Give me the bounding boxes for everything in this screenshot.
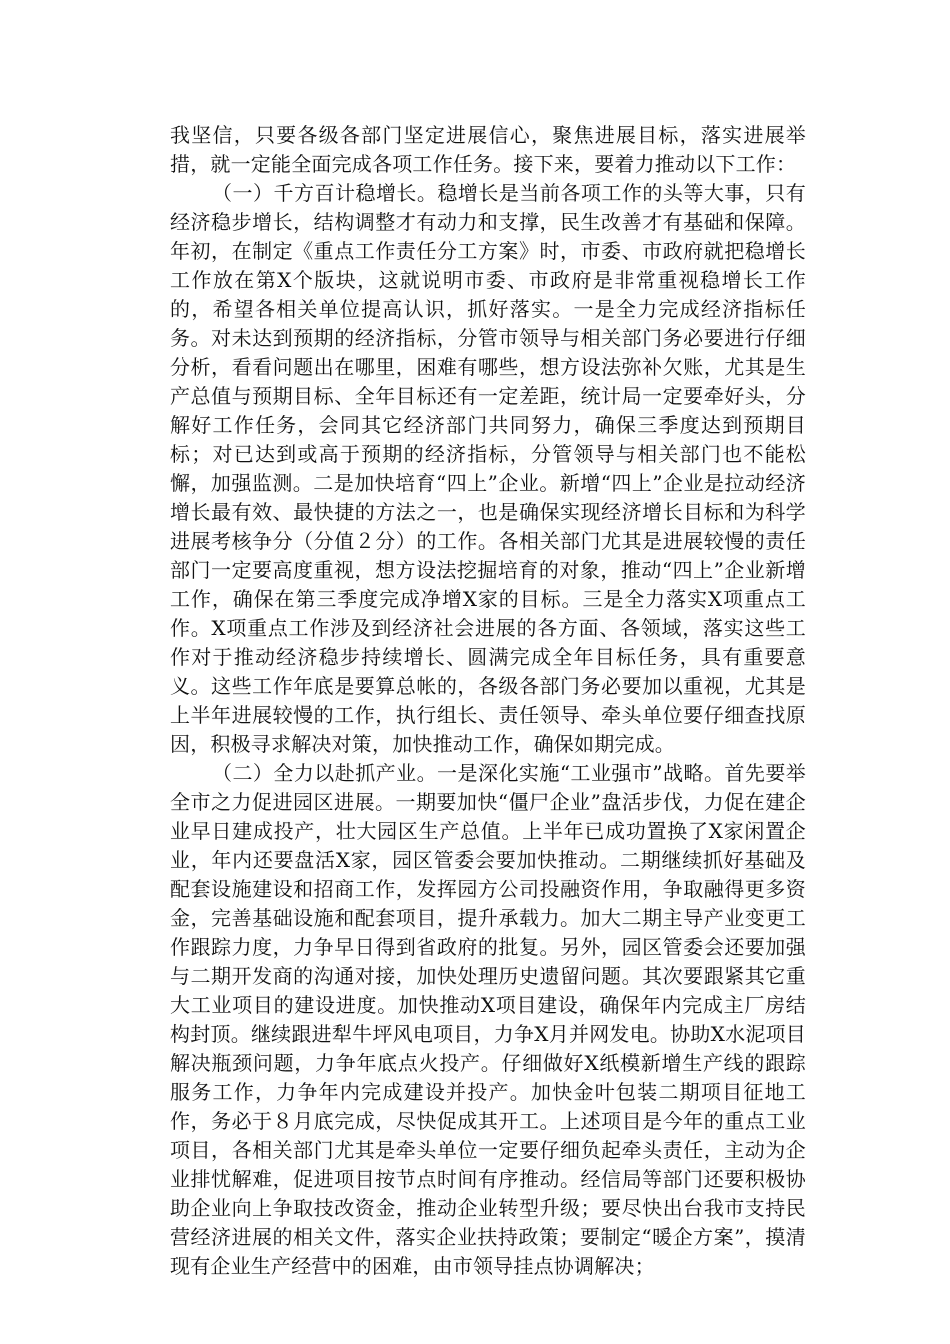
document-body bbox=[170, 121, 806, 1281]
paragraph-section-1: （一）千方百计稳增长。稳增长是当前各项工作的头等大事，只有经济稳步增长，结构调整才有动力和支撑，民生改善才有基础和保障。年初，在制定《重点工作责任分工方案》时，市委、市政府就把稳增长工作放在第X个版块，这就说明市委、市政府是非常重视稳增长工作的，希望各相关单位提高认识，抓好落实。一是全力完成经济指标任务。对未达到预期的经济指标，分管市领导与相关部门务必要进行仔细分析，看看问题出在哪里，困难有哪些，想方设法弥补欠账，尤其是生产总值与预期目标、全年目标还有一定差距，统计局一定要牵好头，分解好工作任务，会同其它经济部门共同努力，确保三季度达到预期目标；对已达到或高于预期的经济指标，分管领导与相关部门也不能松懈，加强监测。二是加快培育“四上”企业。新增“四上”企业是拉动经济增长最有效、最快捷的方法之一，也是确保实现经济增长目标和为科学进展考核争分（分值２分）的工作。各相关部门尤其是进展较慢的责任部门一定要高度重视，想方设法挖掘培育的对象，推动“四上”企业新增工作，确保在第三季度完成净增X家的目标。三是全力落实X项重点工作。X项重点工作涉及到经济社会进展的各方面、各领域，落实这些工作对于推动经济稳步持续增长、圆满完成全年目标任务，具有重要意义。这些工作年底是要算总帐的，各级各部门务必要加以重视，尤其是上半年进展较慢的工作，执行组长、责任领导、牵头单位要仔细查找原因，积极寻求解决对策，加快推动工作，确保如期完成。 bbox=[170, 181, 806, 756]
paragraph-intro: 我坚信，只要各级各部门坚定进展信心，聚焦进展目标，落实进展举措，就一定能全面完成各项工作任务。接下来，要着力推动以下工作： bbox=[170, 123, 806, 176]
paragraph-section-2: （二）全力以赴抓产业。一是深化实施“工业强市”战略。首先要举全市之力促进园区进展。一期要加快“僵尸企业”盘活步伐，力促在建企业早日建成投产，壮大园区生产总值。上半年已成功置换了X家闲置企业，年内还要盘活X家，园区管委会要加快推动。二期继续抓好基础及配套设施建设和招商工作，发挥园方公司投融资作用，争取融得更多资金，完善基础设施和配套项目，提升承载力。加大二期主导产业变更工作跟踪力度，力争早日得到省政府的批复。另外，园区管委会还要加强与二期开发商的沟通对接，加快处理历史遗留问题。其次要跟紧其它重大工业项目的建设进度。加快推动X项目建设，确保年内完成主厂房结构封顶。继续跟进犁牛坪风电项目，力争X月并网发电。协助X水泥项目解决瓶颈问题，力争年底点火投产。仔细做好X纸模新增生产线的跟踪服务工作，力争年内完成建设并投产。加快金叶包装二期项目征地工作，务必于８月底完成，尽快促成其开工。上述项目是今年的重点工业项目，各相关部门尤其是牵头单位一定要仔细负起牵头责任，主动为企业排忧解难，促进项目按节点时间有序推动。经信局等部门还要积极协助企业向上争取技改资金，推动企业转型升级；要尽快出台我市支持民营经济进展的相关文件，落实企业扶持政策；要制定“暖企方案”，摸清现有企业生产经营中的困难，由市领导挂点协调解决； bbox=[170, 761, 806, 1278]
